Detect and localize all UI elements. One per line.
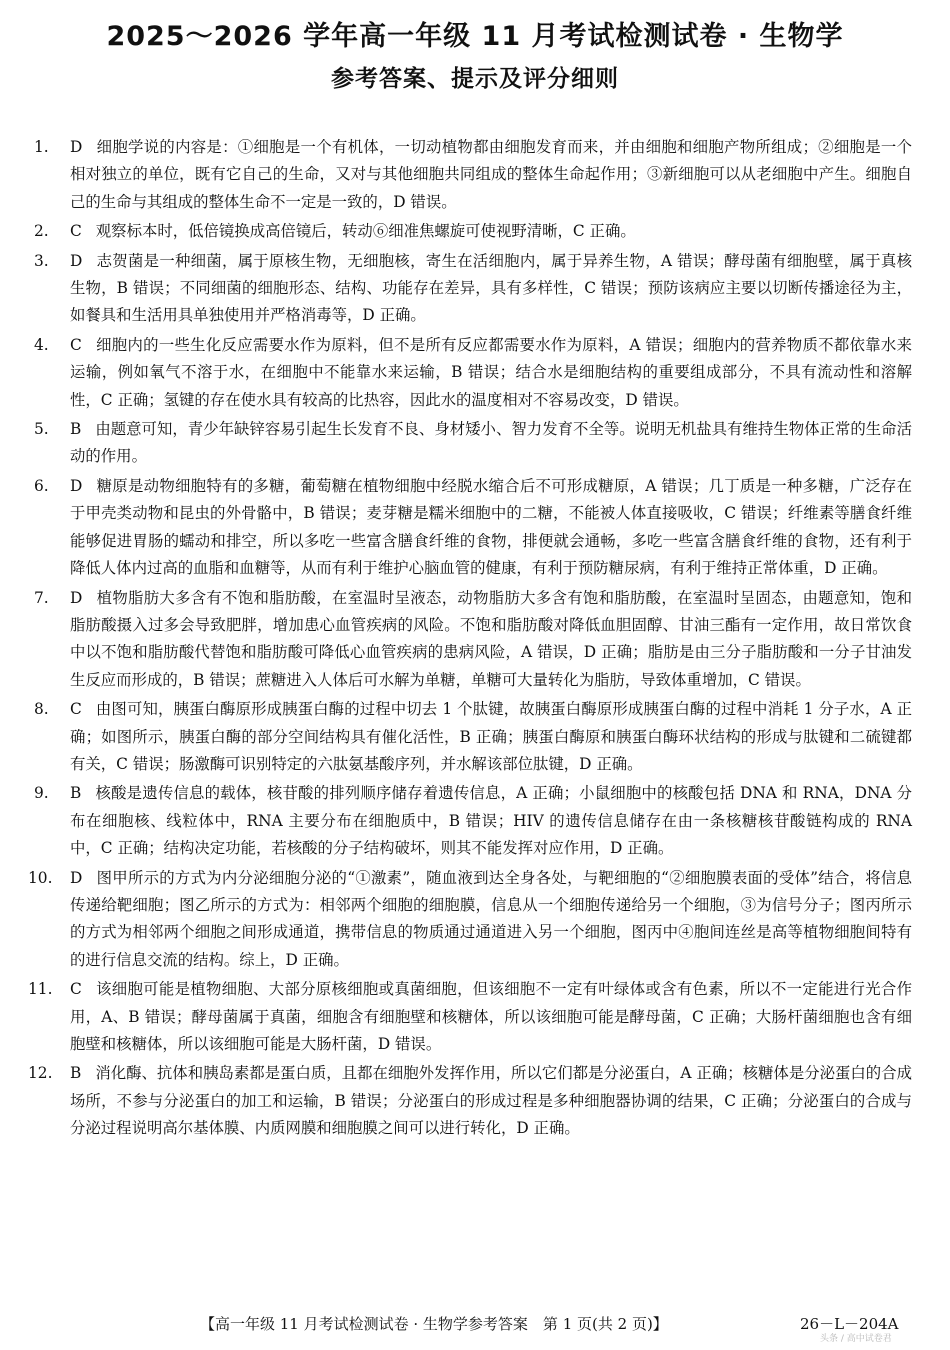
answer-letter: D (70, 588, 83, 607)
answer-letter: D (70, 868, 83, 887)
answer-item (34, 218, 912, 245)
answer-item (34, 332, 912, 414)
answer-letter: C (70, 980, 82, 999)
answer-letter: B (70, 1064, 82, 1083)
question-number: 12. (28, 1064, 53, 1083)
answer-letter: D (70, 138, 83, 156)
question-number: 5. (34, 420, 49, 439)
answer-letter: C (70, 222, 82, 241)
explanation-text: 植物脂肪大多含有不饱和脂肪酸，在室温时呈液态，动物脂肪大多含有饱和脂肪酸，在室温时呈固态，由题意知，饱和脂肪酸摄入过多会导致肥胖，增加患心血管疾病的风险。不饱和脂肪酸对降低血胆固醇、甘油三酯有一定作用，故日常饮食中以不饱和脂肪酸代替饱和脂肪酸可降低心血管疾病的患病风险，A 错误，D 正确；脂肪是由三分子脂肪酸和一分子甘油发生反应而形成的，B 错误；蔗糖进入人体后可水解为单糖，单糖可大量转化为脂肪，导致体重增加，C 错误。 (70, 588, 912, 689)
answer-letter: C (70, 700, 82, 719)
question-number: 11. (28, 980, 53, 999)
answer-item (28, 865, 912, 975)
answer-item (28, 1060, 912, 1142)
answer-item (34, 585, 912, 695)
answer-item (34, 134, 912, 216)
explanation-text: 消化酶、抗体和胰岛素都是蛋白质，且都在细胞外发挥作用，所以它们都是分泌蛋白，A 正确；核糖体是分泌蛋白的合成场所，不参与分泌蛋白的加工和运输，B 错误；分泌蛋白的形成过程是多种细胞器协调的结果，C 正确；分泌蛋白的合成与分泌过程说明高尔基体膜、内质网膜和细胞膜之间可以进行转化，D 正确。 (70, 1064, 912, 1138)
explanation-text: 观察标本时，低倍镜换成高倍镜后，转动⑥细准焦螺旋可使视野清晰，C 正确。 (95, 222, 636, 241)
question-number: 10. (28, 868, 53, 887)
answer-item (34, 696, 912, 778)
question-number: 3. (34, 251, 49, 270)
footer-code: 26－L－204A (800, 1315, 899, 1333)
answer-list (28, 134, 912, 1145)
answer-item (34, 473, 912, 583)
explanation-text: 细胞内的一些生化反应需要水作为原料，但不是所有反应都需要水作为原料，A 错误；细胞内的营养物质不都依靠水来运输，例如氧气不溶于水，在细胞中不能靠水来运输，B 错误；结合水是细胞结构的重要组成部分，不具有流动性和溶解性，C 正确；氢键的存在使水具有较高的比热容，因此水的温度相对不容易改变，D 错误。 (70, 335, 912, 409)
question-number: 7. (34, 588, 49, 607)
answer-letter: B (70, 420, 82, 439)
explanation-text: 由题意可知，青少年缺锌容易引起生长发育不良、身材矮小、智力发育不全等。说明无机盐具有维持生物体正常的生命活动的作用。 (70, 420, 912, 466)
explanation-text: 由图可知，胰蛋白酶原形成胰蛋白酶的过程中切去 1 个肽键，故胰蛋白酶原形成胰蛋白酶的过程中消耗 1 分子水，A 正确；如图所示，胰蛋白酶的部分空间结构具有催化活性，B 正确；胰蛋白酶原和胰蛋白酶环状结构的形成与肽键和二硫键都有关，C 错误；肠激酶可识别特定的六肽氨基酸序列，并水解该部位肽键，D 正确。 (70, 700, 912, 773)
watermark: 头条 / 高中试卷君 (820, 1334, 892, 1344)
answer-letter: B (70, 784, 82, 803)
answer-item (34, 416, 912, 471)
answer-item (34, 248, 912, 330)
explanation-text: 志贺菌是一种细菌，属于原核生物，无细胞核，寄生在活细胞内，属于异养生物，A 错误；酵母菌有细胞壁，属于真核生物，B 错误；不同细菌的细胞形态、结构、功能存在差异，具有多样性，C 错误；预防该病应主要以切断传播途径为主，如餐具和生活用具单独使用并严格消毒等，D 正确。 (70, 251, 912, 325)
question-number: 2. (34, 222, 49, 241)
page-title: 2025～2026 学年高一年级 11 月考试检测试卷 · 生物学 (106, 21, 844, 52)
answer-letter: C (70, 335, 82, 354)
explanation-text: 该细胞可能是植物细胞、大部分原核细胞或真菌细胞，但该细胞不一定有叶绿体或含有色素，所以不一定能进行光合作用，A、B 错误；酵母菌属于真菌，细胞含有细胞壁和核糖体，所以该细胞可能是酵母菌，C 正确；大肠杆菌细胞也含有细胞壁和核糖体，所以该细胞可能是大肠杆菌，D 错误。 (70, 980, 912, 1053)
question-number: 4. (34, 335, 49, 354)
explanation-text: 图甲所示的方式为内分泌细胞分泌的“①激素”，随血液到达全身各处，与靶细胞的“②细胞膜表面的受体”结合，将信息传递给靶细胞；图乙所示的方式为：相邻两个细胞的细胞膜，信息从一个细胞传递给另一个细胞，③为信号分子；图丙所示的方式为相邻两个细胞之间形成通道，携带信息的物质通过通道进入另一个细胞，图丙中④胞间连丝是高等植物细胞间特有的进行信息交流的结构。综上，D 正确。 (70, 868, 912, 969)
answer-item (28, 976, 912, 1058)
footer-text: 【高一年级 11 月考试检测试卷 · 生物学参考答案 第 1 页(共 2 页)】 (200, 1315, 668, 1333)
question-number: 6. (34, 476, 49, 495)
answer-item (34, 780, 912, 862)
explanation-text: 核酸是遗传信息的载体，核苷酸的排列顺序储存着遗传信息，A 正确；小鼠细胞中的核酸包括 DNA 和 RNA，DNA 分布在细胞核、线粒体中，RNA 主要分布在细胞质中，B 错误；HIV 的遗传信息储存在由一条核糖核苷酸链构成的 RNA 中，C 正确；结构决定功能，若核酸的分子结构破坏，则其不能发挥对应作用，D 正确。 (70, 784, 912, 858)
answer-letter: D (70, 251, 83, 270)
page-subtitle: 参考答案、提示及评分细则 (331, 66, 619, 92)
explanation-text: 糖原是动物细胞特有的多糖，葡萄糖在植物细胞中经脱水缩合后不可形成糖原，A 错误；几丁质是一种多糖，广泛存在于甲壳类动物和昆虫的外骨骼中，B 错误；麦芽糖是糯米细胞中的二糖，不能被人体直接吸收，C 错误；纤维素等膳食纤维能够促进胃肠的蠕动和排空，所以多吃一些富含膳食纤维的食物，排便就会通畅，多吃一些富含膳食纤维的食物，还有利于降低人体内过高的血脂和血糖等，从而有利于维护心脑血管的健康，有利于预防糖尿病，有利于维持正常体重，D 正确。 (70, 476, 912, 578)
question-number: 9. (34, 784, 49, 803)
question-number: 1. (34, 138, 49, 156)
answer-letter: D (70, 476, 83, 495)
page-footer (200, 1313, 920, 1334)
question-number: 8. (34, 700, 49, 719)
explanation-text: 细胞学说的内容是：①细胞是一个有机体，一切动植物都由细胞发育而来，并由细胞和细胞产物所组成；②细胞是一个相对独立的单位，既有它自己的生命，又对与其他细胞共同组成的整体生命起作用；③新细胞可以从老细胞中产生。细胞自己的生命与其组成的整体生命不一定是一致的，D 错误。 (70, 138, 912, 211)
